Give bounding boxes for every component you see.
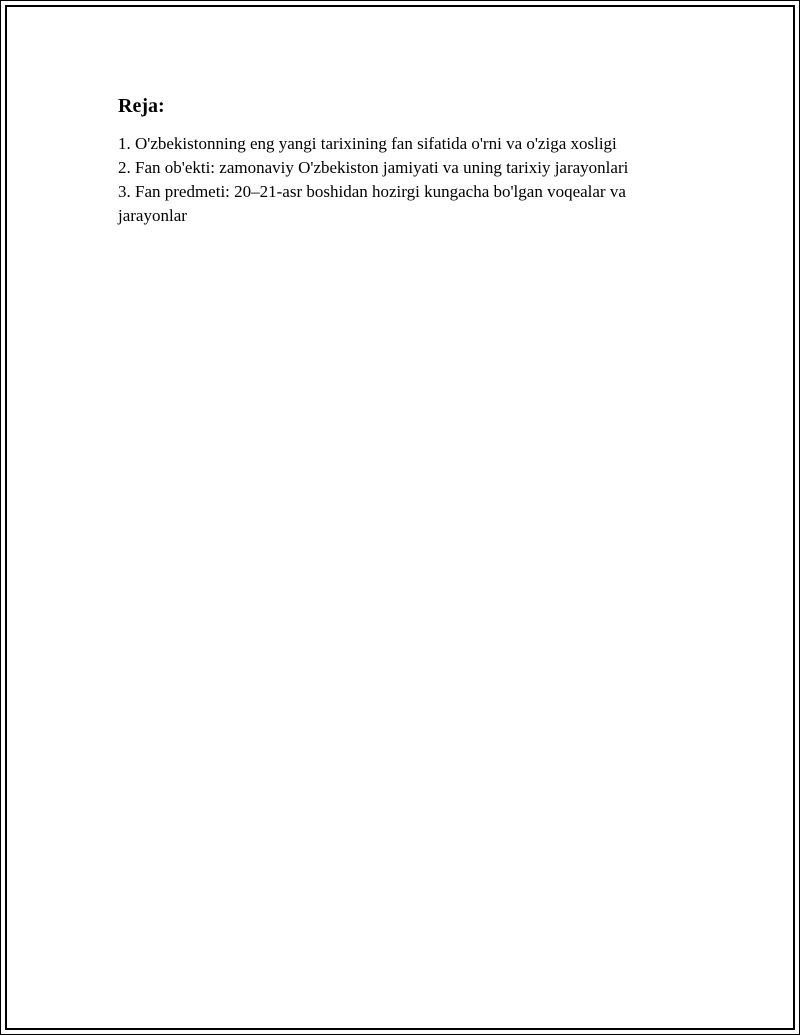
document-content [118,94,698,228]
plan-item-3: 3. Fan predmeti: 20–21-asr boshidan hozirgi kungacha bo'lgan voqealar va jarayonlar [118,182,626,225]
plan-heading: Reja: [118,95,165,117]
plan-item-1: 1. O'zbekistonning eng yangi tarixining fan sifatida o'rni va o'ziga xosligi [118,134,617,153]
plan-list [118,132,698,228]
plan-item-2: 2. Fan ob'ekti: zamonaviy O'zbekiston jamiyati va uning tarixiy jarayonlari [118,158,629,177]
